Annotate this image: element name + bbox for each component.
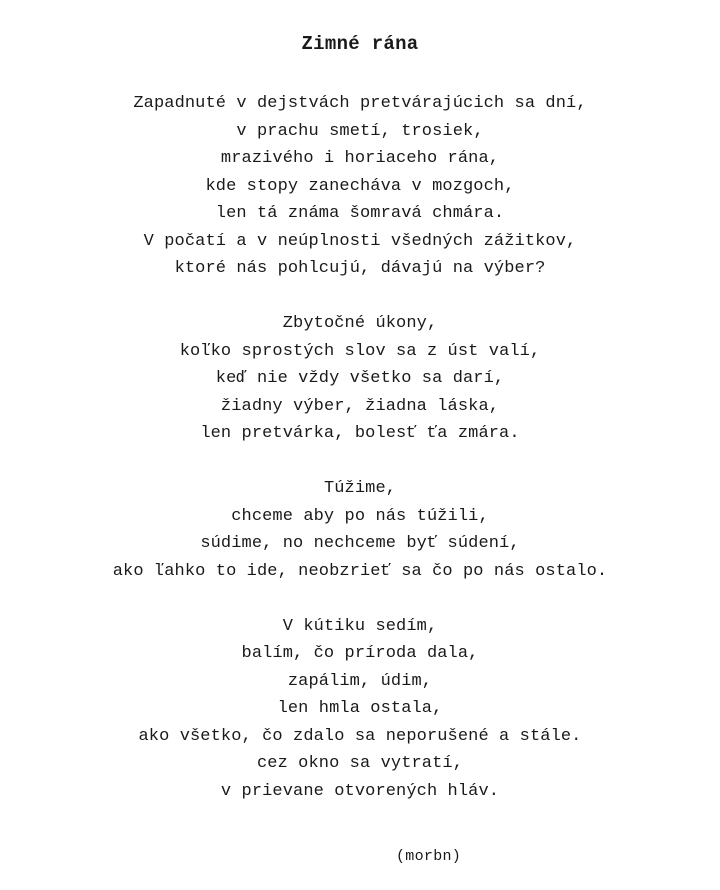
- poem-line: Zapadnuté v dejstvách pretvárajúcich sa dní,: [133, 94, 587, 113]
- poem-line: ako všetko, čo zdalo sa neporušené a stále.: [138, 726, 582, 746]
- poem-line: kde stopy zanecháva v mozgoch,: [205, 176, 515, 196]
- poem-line: chceme aby po nás túžili,: [231, 506, 489, 526]
- poem-line: balím, čo príroda dala,: [241, 644, 479, 663]
- poem-line: ktoré nás pohlcujú, dávajú na výber?: [174, 259, 546, 278]
- poem-line: V počatí a v neúplnosti všedných zážitkov,: [143, 231, 577, 251]
- author-signature: (morbn): [396, 848, 462, 865]
- stanza-3: [0, 475, 720, 585]
- poem-line: mrazivého i horiaceho rána,: [220, 149, 500, 168]
- poem-line: cez okno sa vytratí,: [256, 754, 464, 773]
- stanza-1: [0, 90, 720, 283]
- poem-line: V kútiku sedím,: [282, 616, 438, 636]
- poem-line: zapálim, údim,: [287, 671, 433, 691]
- poem-line: len tá známa šomravá chmára.: [215, 204, 505, 223]
- poem-body: [0, 90, 720, 805]
- poem-line: koľko sprostých slov sa z úst valí,: [179, 341, 541, 361]
- poem-line: v prachu smetí, trosiek,: [236, 121, 484, 141]
- poem-line: súdime, no nechceme byť súdení,: [200, 534, 520, 553]
- stanza-4: [0, 613, 720, 806]
- poem-line: v prievane otvorených hláv.: [220, 781, 500, 801]
- poem-line: len hmla ostala,: [277, 699, 443, 718]
- poem-line: Túžime,: [323, 479, 397, 498]
- poem-title: Zimné rána: [301, 33, 419, 55]
- poem-line: Zbytočné úkony,: [282, 314, 438, 333]
- poem-line: ako ľahko to ide, neobzrieť sa čo po nás ostalo.: [112, 561, 608, 581]
- poem-line: keď nie vždy všetko sa darí,: [215, 369, 505, 388]
- stanza-2: [0, 310, 720, 448]
- poem-line: len pretvárka, bolesť ťa zmára.: [200, 424, 520, 443]
- poem-line: žiadny výber, žiadna láska,: [220, 396, 500, 416]
